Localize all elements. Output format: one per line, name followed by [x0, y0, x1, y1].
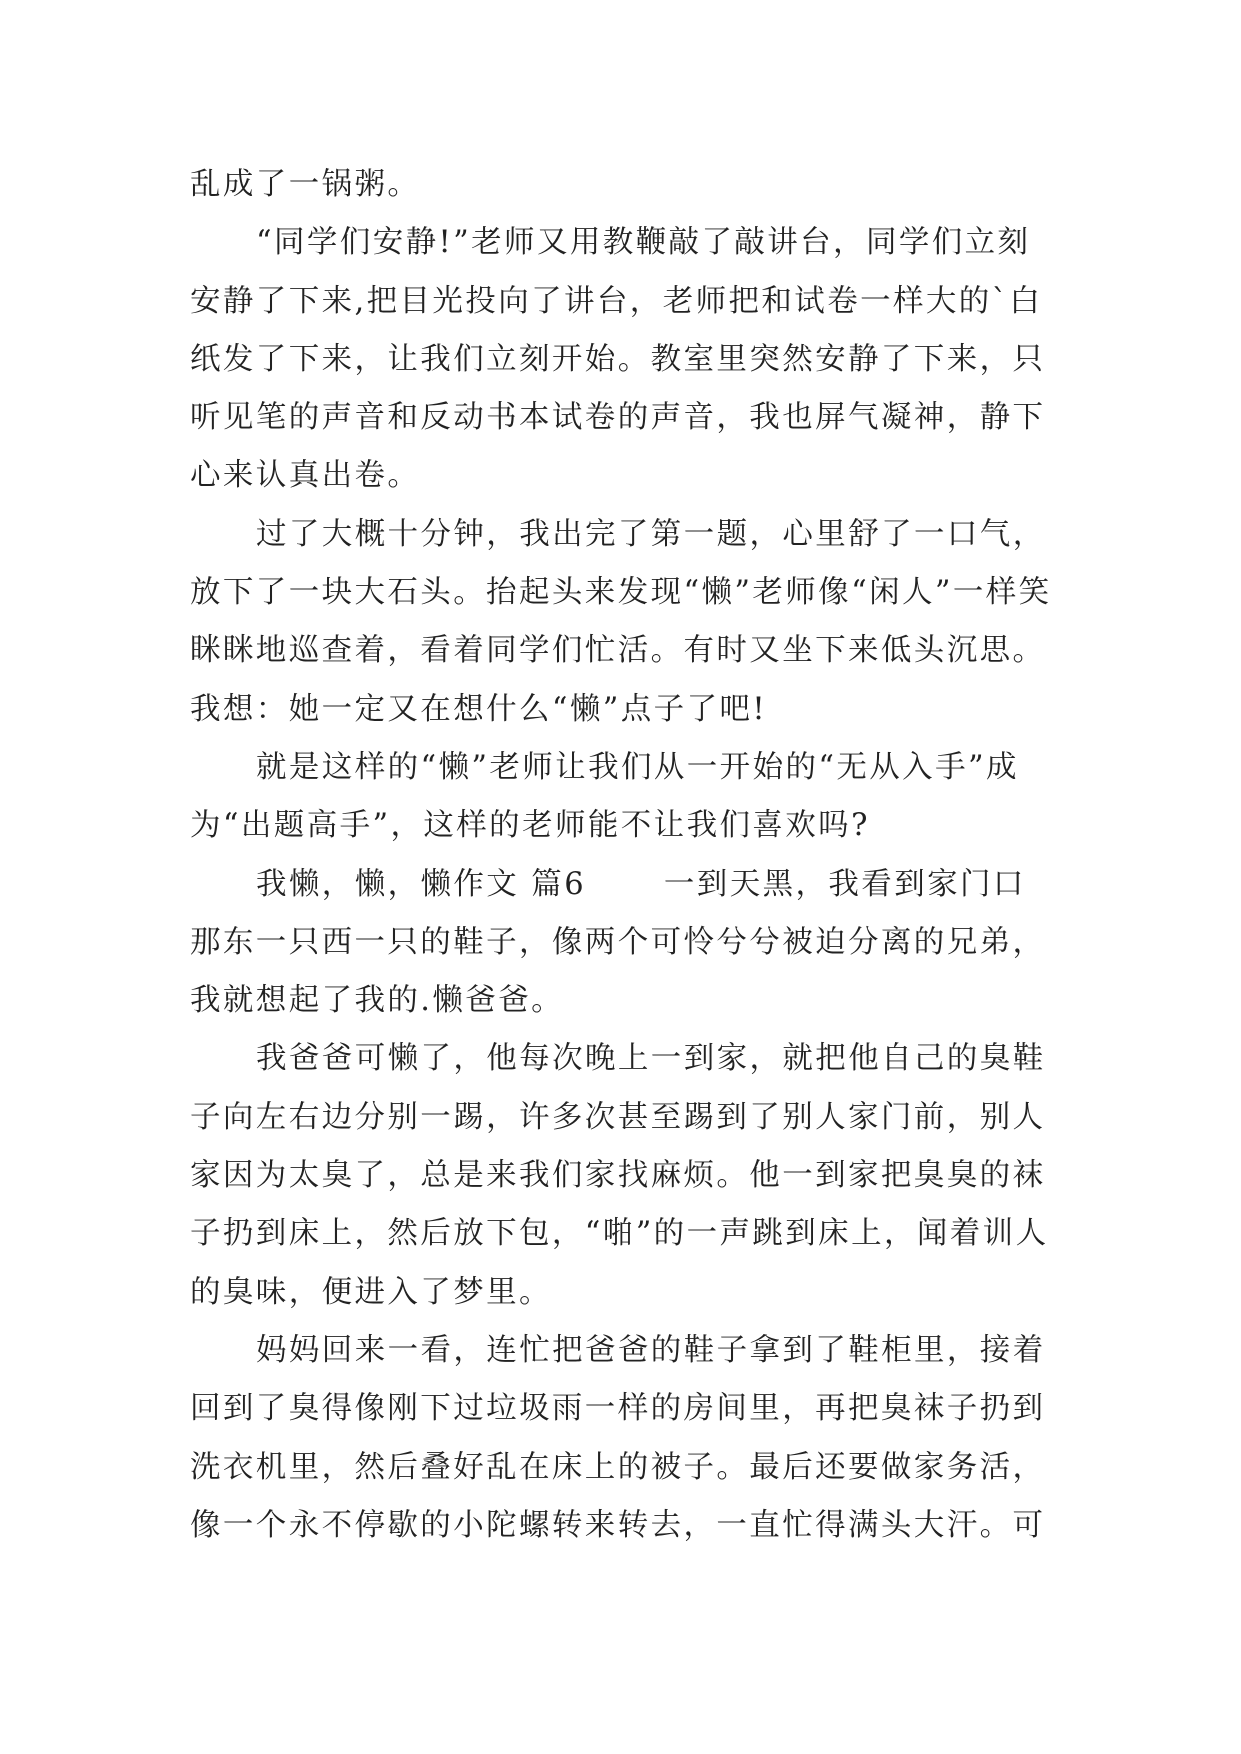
paragraph: 过了大概十分钟，我出完了第一题，心里舒了一口气，放下了一块大石头。抬起头来发现“懒”老师像“闲人”一样笑眯眯地巡查着，看着同学们忙活。有时又坐下来低头沉思。我想：她一定又在想什么“懒”点子了吧!	[190, 516, 1052, 727]
document-body	[190, 156, 1055, 1555]
paragraph: 我懒，懒，懒作文 篇6 一到天黑，我看到家门口那东一只西一只的鞋子，像两个可怜兮兮被迫分离的兄弟，我就想起了我的.懒爸爸。	[190, 866, 1046, 1019]
paragraph: 就是这样的“懒”老师让我们从一开始的“无从入手”成为“出题高手”，这样的老师能不让我们喜欢吗?	[190, 749, 1019, 844]
paragraph: 妈妈回来一看，连忙把爸爸的鞋子拿到了鞋柜里，接着回到了臭得像刚下过垃圾雨一样的房间里，再把臭袜子扔到洗衣机里，然后叠好乱在床上的被子。最后还要做家务活，像一个永不停歇的小陀螺转来转去，一直忙得满头大汗。可	[190, 1332, 1046, 1543]
paragraph: 我爸爸可懒了，他每次晚上一到家，就把他自己的臭鞋子向左右边分别一踢，许多次甚至踢到了别人家门前，别人家因为太臭了，总是来我们家找麻烦。他一到家把臭臭的袜子扔到床上，然后放下包，“啪”的一声跳到床上，闻着训人的臭味，便进入了梦里。	[190, 1041, 1049, 1310]
paragraph: 乱成了一锅粥。	[190, 167, 421, 202]
paragraph: “同学们安静!”老师又用教鞭敲了敲讲台，同学们立刻安静了下来,把目光投向了讲台，老师把和试卷一样大的`白纸发了下来，让我们立刻开始。教室里突然安静了下来，只听见笔的声音和反动书本试卷的声音，我也屏气凝神，静下心来认真出卷。	[190, 225, 1046, 494]
